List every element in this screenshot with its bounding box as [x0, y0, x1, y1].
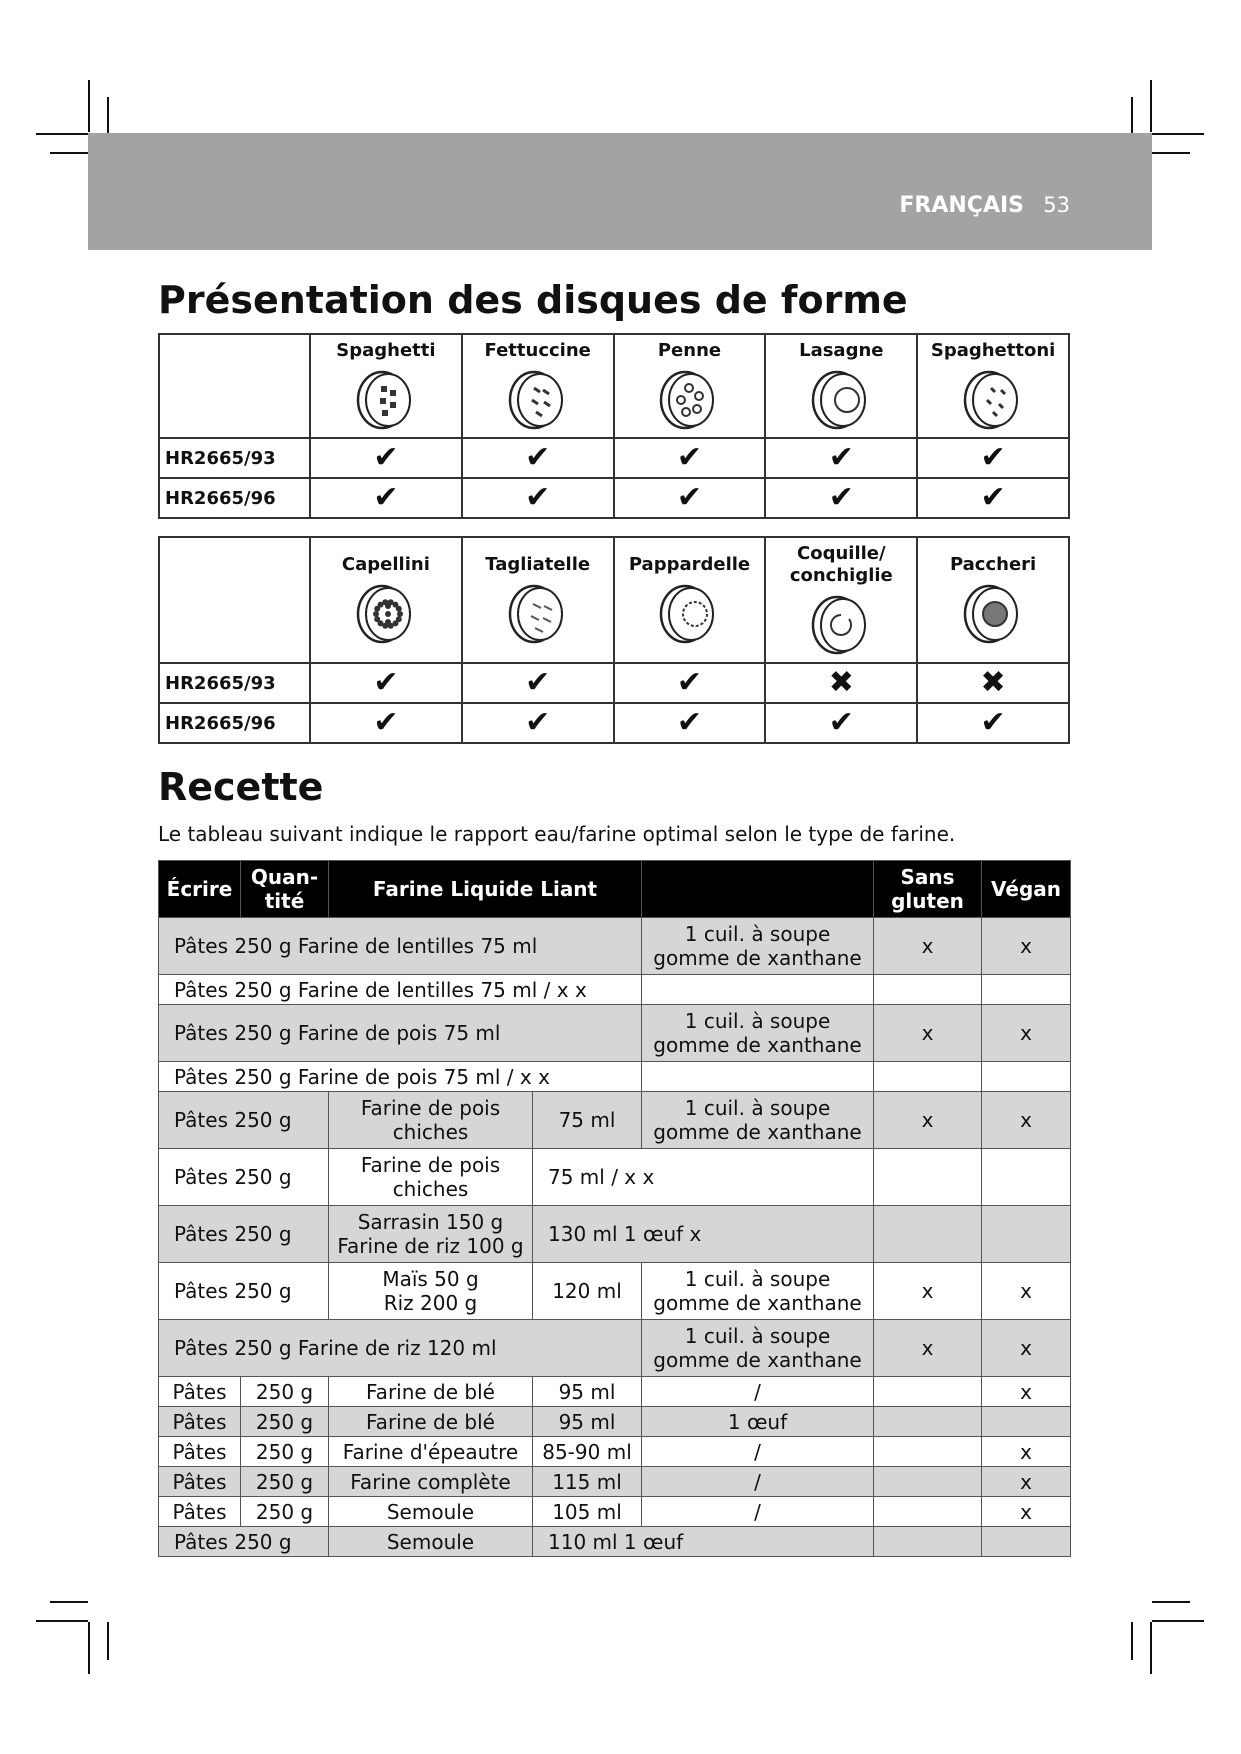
compat-cell: [917, 663, 1069, 703]
compat-cell: [462, 478, 614, 518]
shape-disc-icon: [311, 368, 461, 432]
cell-liant: 1 cuil. à soupe gomme de xanthane: [642, 918, 874, 975]
cell-vegan: x: [982, 1263, 1071, 1320]
compat-cell: [462, 663, 614, 703]
check-icon: ✔: [980, 480, 1006, 515]
check-icon: ✔: [828, 480, 854, 515]
shape-disc-icon: [766, 593, 916, 657]
cell-farine: Farine de pois chiches: [329, 1092, 533, 1149]
disc-name: Penne: [657, 340, 722, 361]
compat-cell: [310, 478, 462, 518]
cell-liquide-liant: 75 ml / x x: [533, 1149, 874, 1206]
disc-cell: [614, 334, 766, 438]
cross-icon: ✖: [980, 665, 1006, 700]
recipe-row: [159, 1437, 1071, 1467]
page-header: [88, 133, 1152, 250]
check-icon: ✔: [676, 665, 703, 700]
cell-ecrire: Pâtes: [159, 1467, 241, 1497]
cell-vegan: x: [982, 1320, 1071, 1377]
shape-disc-icon: [766, 368, 916, 432]
disc-header-row: [159, 334, 1069, 438]
cell-liant: /: [642, 1377, 874, 1407]
cell-liant: 1 cuil. à soupe gomme de xanthane: [642, 1092, 874, 1149]
disc-name: Capellini: [341, 554, 430, 575]
cell-liant: 1 cuil. à soupe gomme de xanthane: [642, 1005, 874, 1062]
check-icon: ✔: [525, 480, 551, 515]
cell-recipe-text: Pâtes 250 g Farine de pois 75 ml: [159, 1005, 642, 1062]
compat-cell: [765, 438, 917, 478]
compat-cell: [614, 703, 766, 743]
cell-vegan: [982, 1062, 1071, 1092]
col-header-vegan: Végan: [982, 861, 1071, 918]
model-name: HR2665/93: [159, 663, 310, 703]
cell-vegan: x: [982, 1437, 1071, 1467]
shape-disc-icon: [615, 368, 765, 432]
cell-recipe-text: Pâtes 250 g Farine de riz 120 ml: [159, 1320, 642, 1377]
compat-cell: [765, 478, 917, 518]
cell-ecrire: Pâtes: [159, 1407, 241, 1437]
shape-disc-icon: [463, 582, 613, 646]
recipe-row: [159, 1320, 1071, 1377]
cell-liquide: 95 ml: [533, 1407, 642, 1437]
cell-recipe-text: Pâtes 250 g Farine de pois 75 ml / x x: [159, 1062, 642, 1092]
check-icon: ✔: [676, 705, 703, 740]
check-icon: ✔: [525, 440, 551, 475]
cell-liquide-liant: 110 ml 1 œuf: [533, 1527, 874, 1557]
cell-ecrire-quantite: Pâtes 250 g: [159, 1263, 329, 1320]
cell-vegan: x: [982, 918, 1071, 975]
check-icon: ✔: [373, 705, 399, 740]
compat-cell: [614, 478, 766, 518]
cell-farine: Farine complète: [329, 1467, 533, 1497]
compat-cell: [310, 703, 462, 743]
cell-liant: 1 cuil. à soupe gomme de xanthane: [642, 1320, 874, 1377]
page-number: 53: [1043, 193, 1070, 217]
cell-sans-gluten: x: [874, 1005, 982, 1062]
cell-vegan: [982, 1206, 1071, 1263]
recipe-row: [159, 1005, 1071, 1062]
cell-sans-gluten: [874, 1437, 982, 1467]
recipe-row: [159, 1467, 1071, 1497]
cell-quantite: 250 g: [241, 1437, 329, 1467]
shape-disc-icon: [918, 368, 1068, 432]
cell-sans-gluten: [874, 1149, 982, 1206]
shapes-title: Présentation des disques de forme: [158, 278, 908, 322]
check-icon: ✔: [980, 705, 1006, 740]
cell-recipe-text: Pâtes 250 g Farine de lentilles 75 ml / x x: [159, 975, 642, 1005]
cell-vegan: [982, 1149, 1071, 1206]
compat-cell: [765, 663, 917, 703]
compat-cell: [462, 438, 614, 478]
shape-disc-icon: [463, 368, 613, 432]
recipe-row: [159, 1206, 1071, 1263]
disc-cell: [917, 537, 1069, 663]
disc-cell: [765, 537, 917, 663]
model-row: [159, 663, 1069, 703]
cell-farine: Farine d'épeautre: [329, 1437, 533, 1467]
cell-liant: 1 cuil. à soupe gomme de xanthane: [642, 1263, 874, 1320]
cell-quantite: 250 g: [241, 1377, 329, 1407]
compat-cell: [917, 438, 1069, 478]
cell-farine: Semoule: [329, 1527, 533, 1557]
cell-sans-gluten: [874, 975, 982, 1005]
empty-cell: [159, 334, 310, 438]
cell-farine: Maïs 50 g Riz 200 g: [329, 1263, 533, 1320]
cell-ecrire: Pâtes: [159, 1497, 241, 1527]
cell-ecrire: Pâtes: [159, 1377, 241, 1407]
shape-disc-icon: [918, 582, 1068, 646]
cell-ecrire-quantite: Pâtes 250 g: [159, 1149, 329, 1206]
cell-farine: Semoule: [329, 1497, 533, 1527]
cell-ecrire: Pâtes: [159, 1437, 241, 1467]
recipe-row: [159, 1092, 1071, 1149]
recipe-row: [159, 1263, 1071, 1320]
recipe-table: [158, 860, 1071, 1557]
check-icon: ✔: [828, 440, 854, 475]
disc-name: Pappardelle: [628, 554, 751, 575]
disc-cell: [462, 334, 614, 438]
cell-liquide: 105 ml: [533, 1497, 642, 1527]
cell-liant: [642, 1062, 874, 1092]
cross-icon: ✖: [828, 665, 854, 700]
col-header-farine-liquide-liant: Farine Liquide Liant: [329, 861, 642, 918]
cell-sans-gluten: x: [874, 918, 982, 975]
recipe-intro: Le tableau suivant indique le rapport eau/farine optimal selon le type de farine.: [158, 822, 956, 846]
disc-header-row: [159, 537, 1069, 663]
cell-ecrire-quantite: Pâtes 250 g: [159, 1527, 329, 1557]
cell-vegan: [982, 1407, 1071, 1437]
recipe-header-row: [159, 861, 1071, 918]
cell-quantite: 250 g: [241, 1407, 329, 1437]
cell-liant: 1 œuf: [642, 1407, 874, 1437]
check-icon: ✔: [828, 705, 854, 740]
cell-ecrire-quantite: Pâtes 250 g: [159, 1092, 329, 1149]
cell-sans-gluten: x: [874, 1263, 982, 1320]
cell-sans-gluten: [874, 1467, 982, 1497]
disc-name: Paccheri: [949, 554, 1037, 575]
cell-farine: Farine de blé: [329, 1407, 533, 1437]
cell-farine: Farine de blé: [329, 1377, 533, 1407]
cell-vegan: x: [982, 1377, 1071, 1407]
cell-sans-gluten: x: [874, 1092, 982, 1149]
cell-liquide: 115 ml: [533, 1467, 642, 1497]
disc-cell: [462, 537, 614, 663]
disc-name: Spaghettoni: [930, 340, 1056, 361]
check-icon: ✔: [525, 665, 551, 700]
cell-sans-gluten: [874, 1407, 982, 1437]
cell-ecrire-quantite: Pâtes 250 g: [159, 1206, 329, 1263]
cell-liquide: 85-90 ml: [533, 1437, 642, 1467]
cell-sans-gluten: [874, 1497, 982, 1527]
check-icon: ✔: [373, 440, 399, 475]
cell-vegan: [982, 1527, 1071, 1557]
cell-vegan: x: [982, 1092, 1071, 1149]
recipe-row: [159, 918, 1071, 975]
disc-cell: [614, 537, 766, 663]
compat-cell: [614, 438, 766, 478]
cell-recipe-text: Pâtes 250 g Farine de lentilles 75 ml: [159, 918, 642, 975]
cell-liant: [642, 975, 874, 1005]
cell-liquide-liant: 130 ml 1 œuf x: [533, 1206, 874, 1263]
cell-sans-gluten: [874, 1527, 982, 1557]
check-icon: ✔: [373, 480, 399, 515]
shape-disc-icon: [311, 582, 461, 646]
disc-name: Lasagne: [799, 340, 884, 361]
cell-sans-gluten: [874, 1062, 982, 1092]
disc-name: Coquille/ conchiglie: [789, 543, 893, 586]
cell-farine: Sarrasin 150 g Farine de riz 100 g: [329, 1206, 533, 1263]
recipe-row: [159, 1497, 1071, 1527]
compat-cell: [310, 663, 462, 703]
check-icon: ✔: [525, 705, 551, 740]
language-label: FRANÇAIS: [899, 193, 1024, 218]
cell-quantite: 250 g: [241, 1497, 329, 1527]
col-header-ecrire: Écrire: [159, 861, 241, 918]
model-row: [159, 478, 1069, 518]
cell-liant: /: [642, 1497, 874, 1527]
recipe-row: [159, 1149, 1071, 1206]
cell-liquide: 95 ml: [533, 1377, 642, 1407]
cell-liquide: 75 ml: [533, 1092, 642, 1149]
model-name: HR2665/96: [159, 703, 310, 743]
cell-farine: Farine de pois chiches: [329, 1149, 533, 1206]
disc-cell: [765, 334, 917, 438]
disc-name: Tagliatelle: [485, 554, 591, 575]
disc-cell: [917, 334, 1069, 438]
shape-table-2: [158, 536, 1070, 744]
model-row: [159, 438, 1069, 478]
disc-name: Fettuccine: [484, 340, 591, 361]
check-icon: ✔: [980, 440, 1006, 475]
disc-cell: [310, 537, 462, 663]
empty-cell: [159, 537, 310, 663]
cell-sans-gluten: [874, 1206, 982, 1263]
recipe-row: [159, 1377, 1071, 1407]
recipe-row: [159, 1407, 1071, 1437]
shape-table-1: [158, 333, 1070, 519]
check-icon: ✔: [373, 665, 399, 700]
check-icon: ✔: [676, 440, 703, 475]
recipe-row: [159, 975, 1071, 1005]
col-header-quantite: Quan- tité: [241, 861, 329, 918]
model-name: HR2665/93: [159, 438, 310, 478]
cell-quantite: 250 g: [241, 1467, 329, 1497]
compat-cell: [917, 478, 1069, 518]
cell-sans-gluten: [874, 1377, 982, 1407]
cell-vegan: x: [982, 1467, 1071, 1497]
cell-sans-gluten: x: [874, 1320, 982, 1377]
cell-vegan: x: [982, 1497, 1071, 1527]
cell-liant: /: [642, 1467, 874, 1497]
cell-liant: /: [642, 1437, 874, 1467]
cell-vegan: x: [982, 1005, 1071, 1062]
disc-name: Spaghetti: [336, 340, 436, 361]
model-name: HR2665/96: [159, 478, 310, 518]
compat-cell: [614, 663, 766, 703]
cell-vegan: [982, 975, 1071, 1005]
cell-liquide: 120 ml: [533, 1263, 642, 1320]
shape-disc-icon: [615, 582, 765, 646]
compat-cell: [917, 703, 1069, 743]
recipe-row: [159, 1527, 1071, 1557]
disc-cell: [310, 334, 462, 438]
compat-cell: [462, 703, 614, 743]
compat-cell: [310, 438, 462, 478]
col-header-blank: [642, 861, 874, 918]
model-row: [159, 703, 1069, 743]
recipe-row: [159, 1062, 1071, 1092]
col-header-sans-gluten: Sans gluten: [874, 861, 982, 918]
check-icon: ✔: [676, 480, 703, 515]
compat-cell: [765, 703, 917, 743]
recipe-title: Recette: [158, 765, 324, 809]
